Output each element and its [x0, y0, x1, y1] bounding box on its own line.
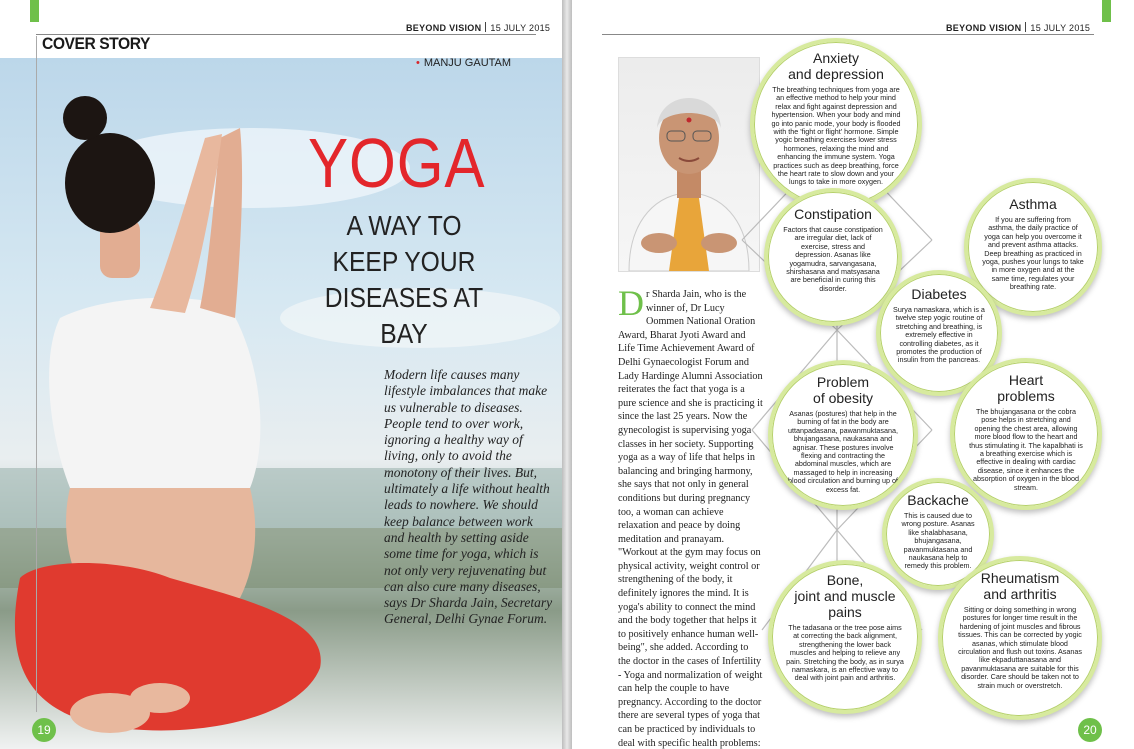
bubble-title: Constipation	[794, 206, 872, 222]
bubble-title: Anxiety	[813, 50, 859, 66]
page-number-right: 20	[1078, 718, 1102, 742]
publication-name: BEYOND VISION	[946, 23, 1022, 33]
author-name: MANJU GAUTAM	[423, 57, 512, 69]
bubble-text: Surya namaskara, which is a twelve step yogic routine of stretching and breathing, is extremely effective in controlling diabetes, as it promotes the production of insulin from the pancreas.	[893, 305, 985, 365]
bubble-title: and depression	[788, 66, 884, 82]
bubble-title: problems	[997, 388, 1055, 404]
intro-text: Modern life causes many lifestyle imbalances that make us vulnerable to diseases. People tend to over work, ignoring a healthy way of living, only to avoid the monotony of their lives. But, ultimately a life without health leads to nowhere. We should keep balance between work and health by setting aside some time for yoga, which is not only very rejuvenating but can also cure many diseases, says Dr Sharda Jain, Secretary General, Delhi Gynae Forum.	[384, 367, 553, 627]
bubble-title: Bone,	[826, 572, 864, 588]
bubble-text: Sitting or doing something in wrong postures for longer time result in the hardening of joint muscles and fibrous tissues. This can be corrected by yogic asanas, which stimulate blood circulation and flush out toxins. Asanas like ekpaduttanasana and pavanmuktasana are suitable for this disorder. Care should be taken not to strain much or overstretch.	[958, 605, 1082, 690]
left-margin-line	[36, 36, 37, 712]
bubble-title: Problem	[816, 374, 870, 390]
byline	[416, 57, 511, 69]
bubble-bone	[768, 560, 922, 714]
bubble-rheumatism	[938, 556, 1102, 720]
bubble-title: pains	[828, 604, 862, 620]
section-label: COVER STORY	[42, 34, 150, 53]
article-body-text: r Sharda Jain, who is the winner of, Dr Lucy Oommen National Oration Award, Bharat Jyoti Award and Life Time Achievement Award of Delhi Gynaecologist Forum and Lady Hardinge Alumni Association reiterates the fact that yoga is a pure science and she is practicing it since the last 25 years. Now the gynecologist is supervising yoga classes in her society. Supporting yoga as a way of life that helps in balancing and bringing harmony, she says that not only in general conditions but during pregnancy too, a woman can achieve relaxation and peace by doing meditation and pranayam. "Workout at the gym may focus on physical activity, weight control or strengthening of the body, it definitely ignores the mind. It is yoga's ability to connect the mind and the body together that helps it to positively enhance human well-being", she added. According to the doctor in the cases of Infertility - Yoga and normalization of weight can help the couple to have pregnancy. According to the doctor there are several types of yoga that can be practiced by individuals to deal with specific health problems:	[618, 289, 763, 749]
bubble-title: joint and muscle	[794, 588, 896, 604]
bubble-title: Rheumatism	[980, 570, 1060, 586]
headline: YOGA	[308, 124, 486, 202]
bubble-title: Backache	[907, 492, 969, 508]
bubble-text: The tadasana or the tree pose aims at correcting the back alignment, strengthening the lower back muscles and helping to relieve any pain. Stretching the body, as in surya namaskara, is an effective way to deal with joint pain and arthritis.	[786, 623, 904, 683]
bubble-obesity	[768, 360, 918, 510]
right-page	[572, 0, 1134, 749]
masthead-separator	[485, 22, 486, 32]
bubble-text: Asanas (postures) that help in the burning of fat in the body are uttanpadasana, pawanmuktasana, bhujangasana, naukasana and agnisar. These postures involve flexing and contracting the abdominal muscles, which are massaged to help in increasing blood circulation and burning up of excess fat.	[788, 409, 898, 494]
bubble-text: This is caused due to wrong posture. Asanas like shalabhasana, bhujangasana, pavanmuktasana and naukasana help to remedy this problem.	[901, 511, 975, 571]
subheadline-line: DISEASES AT BAY	[324, 282, 484, 349]
bubble-text: Factors that cause constipation are irregular diet, lack of exercise, stress and depression. Asanas like yogamudra, sarvangasana, shirshasana and matsyasana are beneficial in curing this disorder.	[783, 225, 883, 293]
bubble-title: and arthritis	[983, 586, 1057, 602]
bubble-text: The bhujangasana or the cobra pose helps in stretching and opening the chest area, allowing more blood flow to the heart and thus stimulating it. The kapalbhati is a breathing exercise which is effective in dealing with cardiac disease, since it enhances the absorption of oxygen in the blood stream.	[969, 407, 1083, 492]
issue-date: 15 JULY 2015	[490, 23, 551, 33]
page-number-left: 19	[32, 718, 56, 742]
bubble-text: If you are suffering from asthma, the daily practice of yoga can help you overcome it and prevent asthma attacks. Deep breathing as practiced in yoga, pushes your lungs to take in more oxygen and at the same time, regulates your breathing rate.	[982, 215, 1084, 292]
subheadline-line: A WAY TO	[346, 210, 462, 241]
subheadline-line: KEEP YOUR	[332, 246, 476, 277]
book-gutter	[562, 0, 572, 749]
left-green-tab	[30, 0, 39, 22]
bubble-title: Heart	[1008, 372, 1044, 388]
bullet-icon: •	[416, 57, 420, 69]
subheadline	[305, 208, 502, 352]
bubble-text: The breathing techniques from yoga are an effective method to help your mind relax and fight against depression and hypertension. When your body and mind go into panic mode, your body is flooded with the 'fight or flight' hormone. Simple yogic breathing exercises lower stress hormones, relaxing the mind and enhancing the immune system. Yoga practices such as deep breathing, force the heart rate to slow down and your lungs to take in more oxygen.	[771, 85, 901, 187]
left-masthead	[406, 22, 550, 33]
bubble-heart	[950, 358, 1102, 510]
issue-date: 15 JULY 2015	[1030, 23, 1091, 33]
bubble-anxiety	[750, 38, 922, 210]
bubble-title: Diabetes	[911, 286, 967, 302]
bubble-title: of obesity	[813, 390, 873, 406]
publication-name: BEYOND VISION	[406, 23, 482, 33]
bubble-title: Asthma	[1009, 196, 1057, 212]
left-page	[0, 0, 562, 749]
drop-cap: D	[618, 283, 644, 323]
